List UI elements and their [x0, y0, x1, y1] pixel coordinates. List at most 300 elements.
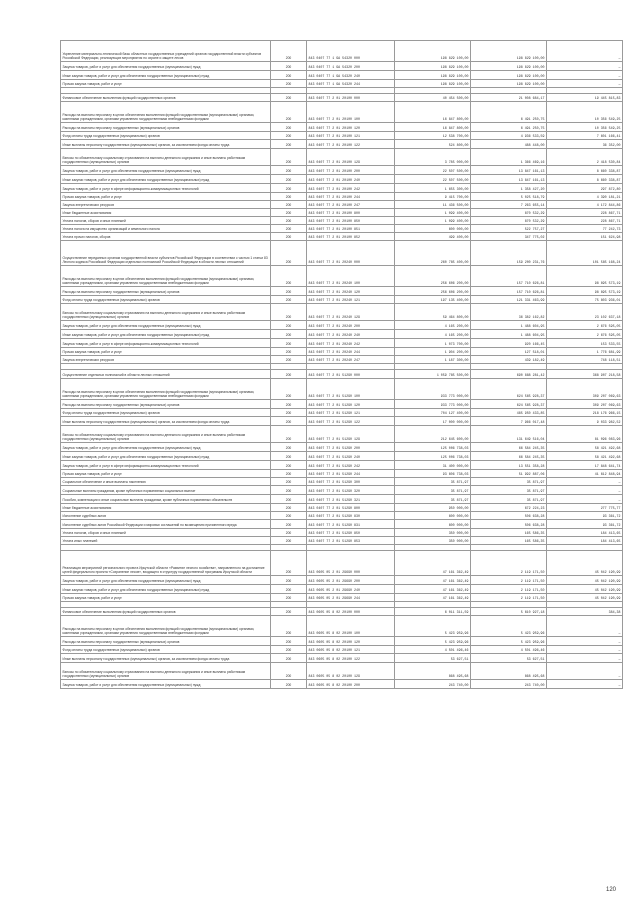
row-code-cell: 200 — [271, 537, 307, 545]
table-row — [61, 41, 623, 62]
row-unexecuted-amount-cell: 8 660 338,87 — [547, 166, 623, 175]
row-approved-amount-cell: 212 645 600,00 — [395, 426, 471, 443]
row-unexecuted-amount-cell: 10 356 549,25 — [547, 123, 623, 132]
row-name-cell: Закупка энергетических ресурсов — [61, 201, 271, 209]
table-row — [61, 400, 623, 409]
row-name-cell: Взносы по обязательному социальному страхованию на выплаты денежного содержания и иные выплаты работникам государственных (муниципальных) органов — [61, 304, 271, 321]
row-unexecuted-amount-cell: 36 352,00 — [547, 140, 623, 149]
row-executed-amount-cell: 488 448,00 — [471, 140, 547, 149]
row-name-cell: Расходы на выплаты персоналу государственных (муниципальных) органов — [61, 287, 271, 296]
table-row — [61, 654, 623, 663]
row-executed-amount-cell: 6 491 250,75 — [471, 123, 547, 132]
row-code-cell: 200 — [271, 225, 307, 233]
row-executed-amount-cell: 4 936 533,59 — [471, 132, 547, 140]
row-executed-amount-cell: 2 119 171,50 — [471, 576, 547, 585]
row-unexecuted-amount-cell: — — [547, 654, 623, 663]
row-unexecuted-amount-cell: 75 803 936,01 — [547, 296, 623, 304]
table-row — [61, 304, 623, 321]
row-executed-amount-cell: 2 119 171,50 — [471, 585, 547, 594]
table-row — [61, 71, 623, 80]
row-classification-code-cell: 843 0605 05 8 02 20100 200 — [307, 680, 395, 689]
row-approved-amount-cell: 12 538 700,00 — [395, 132, 471, 140]
row-classification-code-cell: 843 0407 77 2 01 20100 000 — [307, 94, 395, 102]
row-approved-amount-cell: 5 423 959,96 — [395, 637, 471, 646]
row-approved-amount-cell: 6 011 311,59 — [395, 608, 471, 616]
row-classification-code-cell: 843 0605 05 2 01 29690 200 — [307, 576, 395, 585]
row-approved-amount-cell: 47 161 362,49 — [395, 594, 471, 602]
row-unexecuted-amount-cell: 2 676 595,05 — [547, 330, 623, 339]
row-approved-amount-cell: 3 785 000,00 — [395, 149, 471, 166]
row-code-cell: 200 — [271, 409, 307, 417]
row-name-cell: Иные выплаты персоналу государственных (муниципальных) органов, за исключением фонда оплаты труда — [61, 417, 271, 426]
row-code-cell: 200 — [271, 71, 307, 80]
row-classification-code-cell: 843 0407 77 2 01 20100 240 — [307, 175, 395, 184]
row-classification-code-cell: 843 0605 05 8 02 20100 122 — [307, 654, 395, 663]
row-code-cell: 200 — [271, 102, 307, 123]
row-code-cell: 200 — [271, 551, 307, 576]
row-code-cell: 200 — [271, 266, 307, 287]
row-executed-amount-cell: 1 488 604,95 — [471, 321, 547, 330]
row-unexecuted-amount-cell: 309 207 069,63 — [547, 400, 623, 409]
table-row — [61, 296, 623, 304]
row-code-cell: 200 — [271, 461, 307, 470]
row-unexecuted-amount-cell: — — [547, 62, 623, 71]
row-classification-code-cell: 843 0407 77 2 01 51290 240 — [307, 452, 395, 461]
row-classification-code-cell: 843 0407 77 2 01 51290 200 — [307, 443, 395, 452]
row-classification-code-cell: 843 0407 77 2 01 20240 247 — [307, 356, 395, 364]
row-classification-code-cell: 843 0605 05 8 02 20100 120 — [307, 637, 395, 646]
row-classification-code-cell: 843 0407 77 2 01 20100 247 — [307, 201, 395, 209]
row-code-cell: 200 — [271, 594, 307, 602]
row-approved-amount-cell: 4 165 200,00 — [395, 330, 471, 339]
row-executed-amount-cell: 36 382 162,82 — [471, 304, 547, 321]
row-unexecuted-amount-cell: — — [547, 616, 623, 637]
row-name-cell: Взносы по обязательному социальному страхованию на выплаты денежного содержания и иные выплаты работникам государственных (муниципальных) органов — [61, 426, 271, 443]
row-approved-amount-cell: 1 073 700,00 — [395, 339, 471, 348]
table-row — [61, 370, 623, 379]
row-executed-amount-cell: 131 649 516,04 — [471, 426, 547, 443]
row-name-cell: Закупка товаров, работ и услуг для обеспечения государственных (муниципальных) нужд — [61, 62, 271, 71]
row-unexecuted-amount-cell: 4 390 181,21 — [547, 193, 623, 201]
row-unexecuted-amount-cell: 98 895 573,19 — [547, 287, 623, 296]
row-code-cell: 200 — [271, 680, 307, 689]
row-code-cell: 200 — [271, 193, 307, 201]
row-approved-amount-cell: 1 099 400,00 — [395, 217, 471, 225]
row-classification-code-cell: 843 0407 77 2 01 20100 122 — [307, 140, 395, 149]
row-classification-code-cell: 843 0407 77 2 01 20240 129 — [307, 304, 395, 321]
row-executed-amount-cell: 624 565 928,37 — [471, 400, 547, 409]
row-executed-amount-cell: 1 358 427,20 — [471, 184, 547, 193]
row-code-cell: 200 — [271, 512, 307, 520]
row-code-cell: 200 — [271, 201, 307, 209]
row-approved-amount-cell: 198 829 100,00 — [395, 62, 471, 71]
row-code-cell: 200 — [271, 426, 307, 443]
row-executed-amount-cell: 868 495,68 — [471, 663, 547, 680]
row-executed-amount-cell: 53 627,51 — [471, 654, 547, 663]
row-approved-amount-cell: 1 187 300,00 — [395, 356, 471, 364]
row-classification-code-cell: 843 0407 77 1 GA 54320 200 — [307, 62, 395, 71]
budget-execution-table — [60, 40, 623, 689]
row-unexecuted-amount-cell: — — [547, 663, 623, 680]
row-executed-amount-cell: 870 532,29 — [471, 209, 547, 217]
table-row — [61, 287, 623, 296]
row-unexecuted-amount-cell: 2 676 595,05 — [547, 321, 623, 330]
row-approved-amount-cell: 125 006 738,03 — [395, 452, 471, 461]
row-executed-amount-cell: 4 501 496,46 — [471, 646, 547, 654]
row-executed-amount-cell: 522 757,27 — [471, 225, 547, 233]
row-executed-amount-cell: 66 584 245,35 — [471, 452, 547, 461]
row-name-cell: Прочая закупка товаров, работ и услуг — [61, 80, 271, 88]
row-unexecuted-amount-cell: 93 361,72 — [547, 512, 623, 520]
row-executed-amount-cell: 66 584 245,35 — [471, 443, 547, 452]
row-classification-code-cell: 843 0407 77 1 GA 54320 244 — [307, 80, 395, 88]
row-name-cell: Фонд оплаты труда государственных (муниципальных) органов — [61, 646, 271, 654]
row-code-cell: 200 — [271, 233, 307, 241]
row-executed-amount-cell: 672 224,23 — [471, 504, 547, 512]
row-code-cell: 200 — [271, 400, 307, 409]
row-unexecuted-amount-cell: — — [547, 80, 623, 88]
table-row — [61, 443, 623, 452]
row-name-cell: Закупка товаров, работ и услуг для обеспечения государственных (муниципальных) нужд — [61, 576, 271, 585]
row-executed-amount-cell: 1 366 469,16 — [471, 149, 547, 166]
row-classification-code-cell: 843 0407 77 2 01 20100 200 — [307, 166, 395, 175]
row-name-cell: Уплата иных платежей — [61, 537, 271, 545]
row-executed-amount-cell: 243 740,00 — [471, 680, 547, 689]
row-code-cell: 200 — [271, 478, 307, 486]
table-row — [61, 409, 623, 417]
row-approved-amount-cell: 35 871,97 — [395, 486, 471, 495]
row-executed-amount-cell: 35 871,97 — [471, 478, 547, 486]
row-name-cell: Исполнение судебных актов — [61, 512, 271, 520]
table-row — [61, 379, 623, 400]
row-approved-amount-cell: 243 740,00 — [395, 680, 471, 689]
row-classification-code-cell: 843 0605 05 8 02 20100 121 — [307, 646, 395, 654]
row-code-cell: 200 — [271, 80, 307, 88]
row-unexecuted-amount-cell: 7 601 166,41 — [547, 132, 623, 140]
table-row — [61, 225, 623, 233]
row-classification-code-cell: 843 0407 77 2 01 20100 121 — [307, 132, 395, 140]
row-approved-amount-cell: 93 606 738,03 — [395, 470, 471, 478]
row-unexecuted-amount-cell: 41 612 848,94 — [547, 470, 623, 478]
row-name-cell: Финансовое обеспечение выполнения функций государственных органов — [61, 608, 271, 616]
row-unexecuted-amount-cell: 93 361,72 — [547, 520, 623, 529]
row-code-cell: 200 — [271, 123, 307, 132]
table-row — [61, 461, 623, 470]
row-code-cell: 200 — [271, 637, 307, 646]
row-unexecuted-amount-cell: 45 042 190,99 — [547, 594, 623, 602]
row-classification-code-cell: 843 0407 77 2 01 20240 120 — [307, 287, 395, 296]
table-row — [61, 680, 623, 689]
row-classification-code-cell: 843 0407 77 2 01 51290 100 — [307, 379, 395, 400]
row-name-cell: Закупка товаров, работ и услуг в сфере информационно-коммуникационных технологий — [61, 339, 271, 348]
row-classification-code-cell: 843 0407 77 2 01 51290 853 — [307, 537, 395, 545]
row-classification-code-cell: 843 0407 77 2 01 20100 129 — [307, 149, 395, 166]
table-row — [61, 608, 623, 616]
row-name-cell: Расходы на выплаты персоналу в целях обеспечения выполнения функций государственными (муниципальными) органами, казенными учреждениями, органами управления государственными внебюджетными фондами — [61, 616, 271, 637]
table-row — [61, 452, 623, 461]
table-row — [61, 594, 623, 602]
row-classification-code-cell: 843 0407 77 2 01 20240 244 — [307, 348, 395, 356]
table-row — [61, 637, 623, 646]
row-classification-code-cell: 843 0407 77 2 01 20100 242 — [307, 184, 395, 193]
row-approved-amount-cell: 350 000,00 — [395, 537, 471, 545]
row-name-cell: Закупка энергетических ресурсов — [61, 356, 271, 364]
row-unexecuted-amount-cell: — — [547, 495, 623, 504]
row-unexecuted-amount-cell: 9 033 982,52 — [547, 417, 623, 426]
row-classification-code-cell: 843 0407 77 2 01 20240 200 — [307, 321, 395, 330]
row-approved-amount-cell: 47 161 362,49 — [395, 585, 471, 594]
row-unexecuted-amount-cell: — — [547, 646, 623, 654]
row-approved-amount-cell: 499 400,00 — [395, 233, 471, 241]
row-approved-amount-cell: 198 829 100,00 — [395, 41, 471, 62]
table-row — [61, 123, 623, 132]
row-unexecuted-amount-cell: 309 207 069,63 — [547, 379, 623, 400]
row-name-cell: Уплата налога на имущество организаций и земельного налога — [61, 225, 271, 233]
table-row — [61, 478, 623, 486]
row-classification-code-cell: 843 0407 77 2 01 51290 120 — [307, 400, 395, 409]
row-executed-amount-cell: 347 775,02 — [471, 233, 547, 241]
row-name-cell: Пособия, компенсации и иные социальные выплаты гражданам, кроме публичных нормативных обязательств — [61, 495, 271, 504]
table-row — [61, 166, 623, 175]
row-code-cell: 200 — [271, 304, 307, 321]
table-row — [61, 576, 623, 585]
row-code-cell: 200 — [271, 348, 307, 356]
row-code-cell: 200 — [271, 654, 307, 663]
row-executed-amount-cell: 7 966 017,48 — [471, 417, 547, 426]
row-unexecuted-amount-cell: 184 413,65 — [547, 529, 623, 537]
row-classification-code-cell: 843 0407 77 2 01 20100 852 — [307, 233, 395, 241]
row-executed-amount-cell: 198 829 100,00 — [471, 62, 547, 71]
row-unexecuted-amount-cell: 297 872,80 — [547, 184, 623, 193]
row-code-cell: 200 — [271, 495, 307, 504]
row-approved-amount-cell: 35 871,97 — [395, 478, 471, 486]
row-code-cell: 200 — [271, 608, 307, 616]
row-code-cell: 200 — [271, 443, 307, 452]
row-name-cell: Расходы на выплаты персоналу в целях обеспечения выполнения функций государственными (муниципальными) органами, казенными учреждениями, органами управления государственными внебюджетными фондами — [61, 266, 271, 287]
row-classification-code-cell: 843 0407 77 2 01 20240 242 — [307, 339, 395, 348]
table-row — [61, 356, 623, 364]
row-unexecuted-amount-cell: 81 096 083,96 — [547, 426, 623, 443]
row-unexecuted-amount-cell: 368 907 218,58 — [547, 370, 623, 379]
row-executed-amount-cell: 2 119 171,50 — [471, 551, 547, 576]
row-name-cell: Закупка товаров, работ и услуг для обеспечения государственных (муниципальных) нужд — [61, 166, 271, 175]
row-classification-code-cell: 843 0407 77 2 01 51290 242 — [307, 461, 395, 470]
row-classification-code-cell: 843 0407 77 2 01 20240 121 — [307, 296, 395, 304]
table-row — [61, 551, 623, 576]
row-name-cell: Закупка товаров, работ и услуг в сфере информационно-коммуникационных технологий — [61, 461, 271, 470]
row-name-cell: Расходы на выплаты персоналу государственных (муниципальных) органов — [61, 400, 271, 409]
row-code-cell: 200 — [271, 330, 307, 339]
table-row — [61, 585, 623, 594]
row-approved-amount-cell: 704 127 400,00 — [395, 409, 471, 417]
row-executed-amount-cell: 5 423 959,96 — [471, 616, 547, 637]
row-approved-amount-cell: 16 847 800,00 — [395, 123, 471, 132]
row-executed-amount-cell: 165 586,35 — [471, 537, 547, 545]
row-name-cell: Прочая закупка товаров, работ и услуг — [61, 193, 271, 201]
row-executed-amount-cell: 1 488 604,95 — [471, 330, 547, 339]
table-row — [61, 529, 623, 537]
row-code-cell: 200 — [271, 321, 307, 330]
row-code-cell: 200 — [271, 62, 307, 71]
row-approved-amount-cell: 1 904 200,00 — [395, 348, 471, 356]
row-unexecuted-amount-cell: — — [547, 486, 623, 495]
row-unexecuted-amount-cell: 101 585 168,24 — [547, 241, 623, 266]
row-code-cell: 200 — [271, 41, 307, 62]
row-approved-amount-cell: 59 464 800,00 — [395, 304, 471, 321]
row-name-cell: Иные выплаты персоналу государственных (муниципальных) органов, за исключением фонда оплаты труда — [61, 140, 271, 149]
row-unexecuted-amount-cell: — — [547, 71, 623, 80]
row-approved-amount-cell: 1 059 785 500,00 — [395, 370, 471, 379]
row-name-cell: Прочая закупка товаров, работ и услуг — [61, 594, 271, 602]
row-executed-amount-cell: 690 888 281,42 — [471, 370, 547, 379]
row-name-cell: Уплата прочих налогов, сборов — [61, 233, 271, 241]
table-row — [61, 486, 623, 495]
row-unexecuted-amount-cell: 58 421 492,68 — [547, 443, 623, 452]
row-approved-amount-cell: 47 161 362,49 — [395, 576, 471, 585]
row-unexecuted-amount-cell: — — [547, 41, 623, 62]
row-executed-amount-cell: 920 166,45 — [471, 339, 547, 348]
row-name-cell: Осуществление переданных органам государственной власти субъектов Российской Федерации в соответствии с частью 1 статьи 83 Лесного кодекса Российской Федерации отдельных полномочий Российской Федерации в области лесных отношений — [61, 241, 271, 266]
row-name-cell: Иные бюджетные ассигнования — [61, 504, 271, 512]
row-executed-amount-cell: 198 829 100,00 — [471, 80, 547, 88]
row-code-cell: 200 — [271, 520, 307, 529]
row-executed-amount-cell: 157 710 626,81 — [471, 266, 547, 287]
row-name-cell: Расходы на выплаты персоналу государственных (муниципальных) органов — [61, 637, 271, 646]
row-code-cell: 200 — [271, 149, 307, 166]
table-row — [61, 646, 623, 654]
row-code-cell: 200 — [271, 217, 307, 225]
row-classification-code-cell: 843 0407 77 2 01 20100 850 — [307, 217, 395, 225]
row-classification-code-cell: 843 0407 77 2 01 20240 100 — [307, 266, 395, 287]
row-name-cell: Фонд оплаты труда государственных (муниципальных) органов — [61, 296, 271, 304]
row-approved-amount-cell: 600 000,00 — [395, 512, 471, 520]
table-row — [61, 417, 623, 426]
row-code-cell: 200 — [271, 296, 307, 304]
row-executed-amount-cell: 870 532,29 — [471, 217, 547, 225]
row-classification-code-cell: 843 0407 77 2 01 51290 129 — [307, 426, 395, 443]
row-approved-amount-cell: 256 606 200,00 — [395, 287, 471, 296]
row-executed-amount-cell: 624 565 928,37 — [471, 379, 547, 400]
row-code-cell: 200 — [271, 663, 307, 680]
row-classification-code-cell: 843 0407 77 2 01 51290 121 — [307, 409, 395, 417]
page-number: 120 — [605, 887, 616, 893]
row-executed-amount-cell: 6 491 250,75 — [471, 102, 547, 123]
row-unexecuted-amount-cell: 277 775,77 — [547, 504, 623, 512]
row-name-cell: Исполнение судебных актов Российской Федерации и мировых соглашений по возмещению причиненного вреда — [61, 520, 271, 529]
row-classification-code-cell: 843 0407 77 2 01 20100 244 — [307, 193, 395, 201]
row-code-cell: 200 — [271, 470, 307, 478]
row-approved-amount-cell: 260 785 400,00 — [395, 241, 471, 266]
row-classification-code-cell: 843 0407 77 2 01 51290 850 — [307, 529, 395, 537]
row-classification-code-cell: 843 0407 77 2 01 51290 320 — [307, 486, 395, 495]
row-executed-amount-cell: 21 008 684,17 — [471, 94, 547, 102]
table-row — [61, 512, 623, 520]
row-name-cell: Прочая закупка товаров, работ и услуг — [61, 470, 271, 478]
table-row — [61, 504, 623, 512]
row-executed-amount-cell: 13 551 358,28 — [471, 461, 547, 470]
row-classification-code-cell: 843 0407 77 1 GA 54320 000 — [307, 41, 395, 62]
row-name-cell: Социальное обеспечение и иные выплаты населению — [61, 478, 271, 486]
row-approved-amount-cell: 350 000,00 — [395, 529, 471, 537]
row-executed-amount-cell: 198 829 100,00 — [471, 71, 547, 80]
row-unexecuted-amount-cell: 23 102 637,18 — [547, 304, 623, 321]
row-unexecuted-amount-cell: 77 242,73 — [547, 225, 623, 233]
row-classification-code-cell: 843 0407 77 2 01 20100 800 — [307, 209, 395, 217]
table-row — [61, 175, 623, 184]
row-executed-amount-cell: 165 586,35 — [471, 529, 547, 537]
row-name-cell: Социальные выплаты гражданам, кроме публичных нормативных социальных выплат — [61, 486, 271, 495]
table-row — [61, 80, 623, 88]
row-name-cell: Расходы на выплаты персоналу в целях обеспечения выполнения функций государственными (муниципальными) органами, казенными учреждениями, органами управления государственными внебюджетными фондами — [61, 379, 271, 400]
row-approved-amount-cell: 16 847 800,00 — [395, 102, 471, 123]
row-approved-amount-cell: 600 000,00 — [395, 225, 471, 233]
row-code-cell: 200 — [271, 132, 307, 140]
row-executed-amount-cell: 5 025 518,79 — [471, 193, 547, 201]
table-row — [61, 149, 623, 166]
row-code-cell: 200 — [271, 140, 307, 149]
row-approved-amount-cell: 47 161 362,49 — [395, 551, 471, 576]
row-name-cell: Укрепление материально-технической базы областных государственных учреждений органов государственной власти субъектов Российской Федерации, реализующих мероприятия по охране и защите лесов — [61, 41, 271, 62]
row-executed-amount-cell: 5 610 927,18 — [471, 608, 547, 616]
row-name-cell: Закупка товаров, работ и услуг для обеспечения государственных (муниципальных) нужд — [61, 680, 271, 689]
row-unexecuted-amount-cell: — — [547, 637, 623, 646]
row-code-cell: 200 — [271, 241, 307, 266]
row-executed-amount-cell: 13 847 161,13 — [471, 166, 547, 175]
row-approved-amount-cell: 600 000,00 — [395, 520, 471, 529]
row-name-cell: Взносы по обязательному социальному страхованию на выплаты денежного содержания и иные выплаты работникам государственных (муниципальных) органов — [61, 149, 271, 166]
row-executed-amount-cell: 506 638,28 — [471, 520, 547, 529]
table-row — [61, 321, 623, 330]
row-code-cell: 200 — [271, 370, 307, 379]
row-approved-amount-cell: 197 135 400,00 — [395, 296, 471, 304]
row-name-cell: Фонд оплаты труда государственных (муниципальных) органов — [61, 132, 271, 140]
table-row — [61, 217, 623, 225]
row-unexecuted-amount-cell: 10 356 549,25 — [547, 102, 623, 123]
row-name-cell: Прочая закупка товаров, работ и услуг — [61, 348, 271, 356]
table-row — [61, 495, 623, 504]
row-executed-amount-cell: 127 518,01 — [471, 348, 547, 356]
row-classification-code-cell: 843 0407 77 2 01 20240 240 — [307, 330, 395, 339]
row-code-cell: 200 — [271, 504, 307, 512]
row-unexecuted-amount-cell: 218 176 966,15 — [547, 409, 623, 417]
row-classification-code-cell: 843 0407 77 2 01 51290 800 — [307, 504, 395, 512]
row-code-cell: 200 — [271, 356, 307, 364]
row-name-cell: Иные закупки товаров, работ и услуг для обеспечения государственных (муниципальных) нужд — [61, 71, 271, 80]
row-approved-amount-cell: 933 773 000,00 — [395, 400, 471, 409]
row-unexecuted-amount-cell: 2 418 530,84 — [547, 149, 623, 166]
row-classification-code-cell: 843 0605 05 8 02 20100 000 — [307, 608, 395, 616]
row-unexecuted-amount-cell: — — [547, 478, 623, 486]
row-name-cell: Закупка товаров, работ и услуг для обеспечения государственных (муниципальных) нужд — [61, 321, 271, 330]
row-name-cell: Иные бюджетные ассигнования — [61, 209, 271, 217]
row-approved-amount-cell: 35 871,97 — [395, 495, 471, 504]
row-code-cell: 200 — [271, 94, 307, 102]
row-classification-code-cell: 843 0407 77 2 01 51290 244 — [307, 470, 395, 478]
row-code-cell: 200 — [271, 175, 307, 184]
row-unexecuted-amount-cell: 228 867,71 — [547, 217, 623, 225]
row-unexecuted-amount-cell: 153 533,55 — [547, 339, 623, 348]
row-unexecuted-amount-cell: 8 660 338,87 — [547, 175, 623, 184]
row-name-cell: Реализация мероприятий регионального проекта Иркутской области «Развитие лесного хозяйства», направленного на достижение целей федерального проекта «Сохранение лесов», входящего в структуру государственной программы Иркутской области — [61, 551, 271, 576]
row-code-cell: 200 — [271, 529, 307, 537]
table-row — [61, 184, 623, 193]
row-code-cell: 200 — [271, 287, 307, 296]
row-name-cell: Уплата налогов, сборов и иных платежей — [61, 529, 271, 537]
row-unexecuted-amount-cell: 58 421 492,68 — [547, 452, 623, 461]
row-executed-amount-cell: 35 871,97 — [471, 486, 547, 495]
row-executed-amount-cell: 121 331 463,99 — [471, 296, 547, 304]
row-classification-code-cell: 843 0407 77 2 01 51290 300 — [307, 478, 395, 486]
